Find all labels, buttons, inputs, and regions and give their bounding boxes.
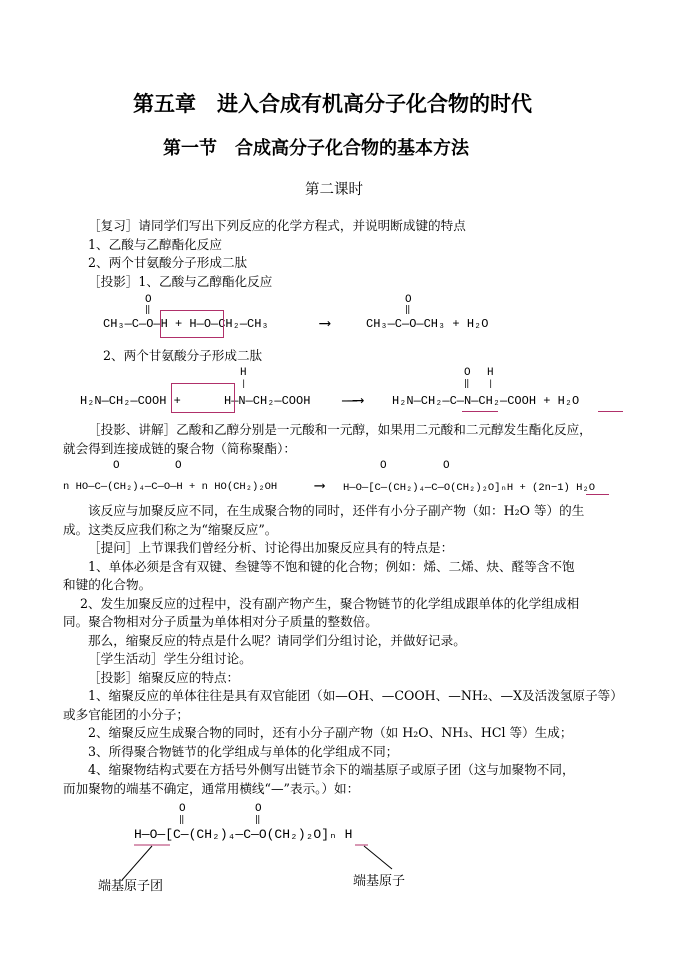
condensation-feature-2: 2、缩聚反应生成聚合物的同时，还有小分子副产物（如 H₂O、NH₃、HCl 等）生成； [88, 725, 573, 740]
explain-line-2: 就会得到连接成链的聚合物（简称聚酯）： [63, 441, 296, 456]
condensation-feature-1-line-2: 或多官能团的小分子； [63, 707, 189, 722]
double-bond: ‖ [464, 379, 470, 389]
addition-feature-2-line-1: 2、发生加聚反应的过程中，没有副产物产生，聚合物链节的化学组成跟单体的化学组成相 [80, 596, 580, 611]
double-bond: ‖ [179, 815, 185, 825]
carbonyl-o: O [405, 294, 412, 306]
projection-2: 2、两个甘氨酸分子形成二肽 [103, 348, 263, 363]
addition-feature-1-line-2: 和键的化合物。 [63, 577, 152, 592]
carbonyl-o: O [380, 460, 387, 472]
reaction-arrow: ⟶ [315, 478, 325, 495]
review-item-1: 1、乙酸与乙醇酯化反应 [88, 237, 222, 252]
structure-formula: H—O—[C—(CH₂)₄—C—O(CH₂)₂O]ₙ H [134, 827, 353, 842]
end-atom-label: 端基原子 [353, 874, 406, 889]
condensation-feature-4-line-2: 而加聚物的端基不确定，通常用横线“—”表示。）如： [63, 781, 360, 796]
single-bond: | [241, 379, 247, 389]
peptide-equation-right: H₂N—CH₂—C—N—CH₂—COOH + H₂O [392, 394, 580, 408]
carbonyl-o: O [113, 460, 120, 472]
hint: ［提问］上节课我们曾经分析、讨论得出加聚反应具有的特点是： [88, 540, 454, 555]
carbonyl-o: O [255, 803, 262, 815]
single-bond: | [488, 379, 494, 389]
amine-h: H [240, 367, 247, 379]
condensation-feature-4-line-1: 4、缩聚物结构式要在方括号外侧写出链节余下的端基原子或原子团（这与加聚物不同， [88, 762, 575, 777]
peptide-equation-left-a: H₂N—CH₂—COOH + [80, 394, 181, 408]
projection-1: ［投影］1、乙酸与乙醇酯化反应 [88, 274, 273, 289]
ester-equation-right: CH₃—C—O—CH₃ + H₂O [366, 317, 489, 331]
chapter-title: 第五章 进入合成有机高分子化合物的时代 [133, 92, 532, 116]
polymer-equation-left: n HO—C—(CH₂)₄—C—O—H + n HO(CH₂)₂OH [63, 481, 278, 493]
condensation-feature-1-line-1: 1、缩聚反应的单体往往是具有双官能团（如—OH、—COOH、—NH₂、—X及活泼氢原子等） [88, 688, 623, 703]
question: 那么，缩聚反应的特点是什么呢？请同学们分组讨论，并做好记录。 [88, 633, 466, 648]
projection-3: ［投影］缩聚反应的特点： [88, 670, 240, 685]
lesson-title: 第二课时 [305, 182, 363, 198]
double-bond: ‖ [255, 815, 261, 825]
explain-line-1: ［投影、讲解］乙酸和乙醇分别是一元酸和一元醇，如果用二元酸和二元醇发生酯化反应， [88, 422, 592, 437]
carbonyl-o: O [179, 803, 186, 815]
section-title: 第一节 合成高分子化合物的基本方法 [163, 138, 469, 159]
carbonyl-o: O [145, 294, 152, 306]
end-group-label: 端基原子团 [98, 879, 164, 894]
polymer-equation-right: H—O—[C—(CH₂)₄—C—O(CH₂)₂O]ₙH + (2n−1) H₂O [343, 482, 596, 494]
peptide-equation-left-b: H—N—CH₂—COOH [224, 394, 311, 408]
double-bond: ‖ [405, 305, 411, 315]
carbonyl-o: O [464, 367, 471, 379]
review-intro: ［复习］请同学们写出下列反应的化学方程式，并说明断成键的特点 [88, 218, 466, 233]
carbonyl-o: O [175, 460, 182, 472]
long-reaction-arrow: ——⟶ [342, 392, 359, 410]
amide-h: H [487, 367, 494, 379]
double-bond: ‖ [145, 305, 151, 315]
review-item-2: 2、两个甘氨酸分子形成二肽 [88, 255, 248, 270]
addition-feature-1-line-1: 1、单体必须是含有双键、叁键等不饱和键的化合物；例如：烯、二烯、炔、醛等含不饱 [88, 559, 575, 574]
student-activity: ［学生活动］学生分组讨论。 [88, 651, 252, 666]
carbonyl-o: O [443, 460, 450, 472]
diff-line-2: 成。这类反应我们称之为“缩聚反应”。 [63, 522, 278, 537]
addition-feature-2-line-2: 同。聚合物相对分子质量为单体相对分子质量的整数倍。 [63, 614, 378, 629]
diff-line-1: 该反应与加聚反应不同，在生成聚合物的同时，还伴有小分子副产物（如：H₂O 等）的生 [88, 503, 585, 518]
reaction-arrow: ⟶ [320, 315, 330, 333]
condensation-feature-3: 3、所得聚合物链节的化学组成与单体的化学组成不同； [88, 744, 399, 759]
ester-equation-left: CH₃—C—O—H + H—O—CH₂—CH₃ [103, 317, 269, 331]
